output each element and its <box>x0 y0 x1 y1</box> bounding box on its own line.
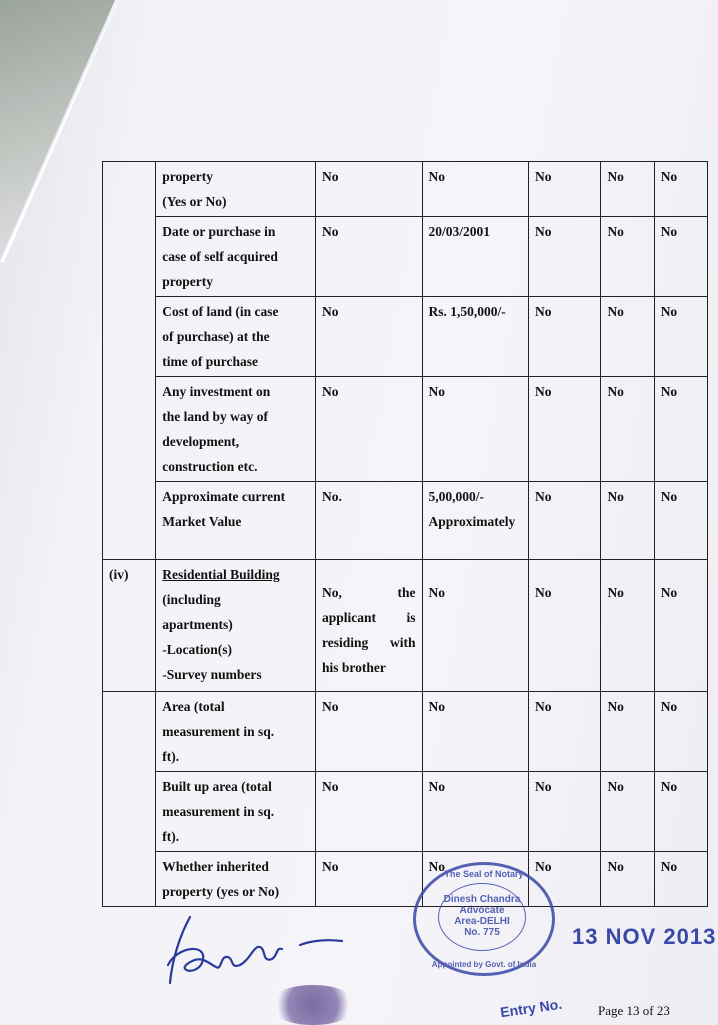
notary-seal-inner: Dinesh Chandra Advocate Area-DELHI No. 775 <box>438 883 526 951</box>
value-cell: No <box>422 162 529 217</box>
value-cell: No <box>654 297 707 377</box>
value-cell: No <box>654 772 707 852</box>
value-cell: No <box>316 297 423 377</box>
value-cell: No <box>601 560 654 692</box>
table-row <box>103 560 708 692</box>
value-cell: No <box>316 772 423 852</box>
assets-table <box>102 161 708 907</box>
description-cell: Any investment on the land by way of development, construction etc. <box>156 377 316 482</box>
value-cell: No. <box>316 482 423 560</box>
description-cell: Whether inherited property (yes or No) <box>156 852 316 907</box>
description-cell: Area (total measurement in sq. ft). <box>156 692 316 772</box>
table-row <box>103 377 708 482</box>
table-row <box>103 772 708 852</box>
value-cell: No <box>601 772 654 852</box>
value-cell: No <box>316 217 423 297</box>
value-cell: No <box>654 217 707 297</box>
page-fold-corner <box>0 0 115 260</box>
page-number: Page 13 of 23 <box>598 1003 670 1018</box>
table-row <box>103 162 708 217</box>
value-cell: No <box>316 377 423 482</box>
value-cell: 20/03/2001 <box>422 217 529 297</box>
value-cell: No <box>601 852 654 907</box>
value-cell: No <box>529 162 601 217</box>
row-number-cell <box>103 162 156 560</box>
section-heading: Residential Building <box>162 567 280 582</box>
value-cell: No <box>422 560 529 692</box>
value-cell: No <box>601 162 654 217</box>
description-cell: Built up area (total measurement in sq. ft). <box>156 772 316 852</box>
table-row <box>103 297 708 377</box>
value-cell: No <box>316 692 423 772</box>
value-cell: Rs. 1,50,000/- <box>422 297 529 377</box>
value-cell: No <box>529 772 601 852</box>
value-cell: 5,00,000/- Approximately <box>422 482 529 560</box>
value-cell: No <box>529 852 601 907</box>
value-cell: No, the applicant is residing with his brother <box>316 560 423 692</box>
value-cell: No <box>654 377 707 482</box>
description-cell: Residential Building (including apartments) -Location(s) -Survey numbers <box>156 560 316 692</box>
entry-number-stamp: Entry No. <box>499 995 564 1021</box>
value-cell: No <box>529 482 601 560</box>
table-row <box>103 852 708 907</box>
row-number-cell <box>103 692 156 907</box>
signature-icon <box>150 905 350 995</box>
value-cell: No <box>422 377 529 482</box>
value-cell: No <box>601 217 654 297</box>
value-cell: No <box>601 377 654 482</box>
value-cell: No <box>316 162 423 217</box>
table-row <box>103 482 708 560</box>
value-cell: No <box>422 852 529 907</box>
value-cell: No <box>529 297 601 377</box>
table-row <box>103 692 708 772</box>
value-cell: No <box>316 852 423 907</box>
value-cell: No <box>654 162 707 217</box>
value-cell: No <box>654 560 707 692</box>
table-row <box>103 217 708 297</box>
value-cell: No <box>529 692 601 772</box>
value-cell: No <box>601 297 654 377</box>
description-cell: property (Yes or No) <box>156 162 316 217</box>
value-cell: No <box>529 560 601 692</box>
description-cell: Approximate current Market Value <box>156 482 316 560</box>
value-cell: No <box>654 692 707 772</box>
value-cell: No <box>601 482 654 560</box>
thumbprint-icon <box>268 985 358 1025</box>
value-cell: No <box>529 377 601 482</box>
value-cell: No <box>529 217 601 297</box>
value-cell: No <box>654 852 707 907</box>
row-number-cell: (iv) <box>103 560 156 692</box>
notary-seal: The Seal of Notary Dinesh Chandra Advocate Area-DELHI No. 775 Appointed by Govt. of India <box>413 862 555 976</box>
value-cell: No <box>422 692 529 772</box>
value-cell: No <box>654 482 707 560</box>
date-stamp: 13 NOV 2013 <box>572 924 717 949</box>
value-cell: No <box>601 692 654 772</box>
value-cell: No <box>422 772 529 852</box>
description-cell: Date or purchase in case of self acquired property <box>156 217 316 297</box>
description-cell: Cost of land (in case of purchase) at the time of purchase <box>156 297 316 377</box>
